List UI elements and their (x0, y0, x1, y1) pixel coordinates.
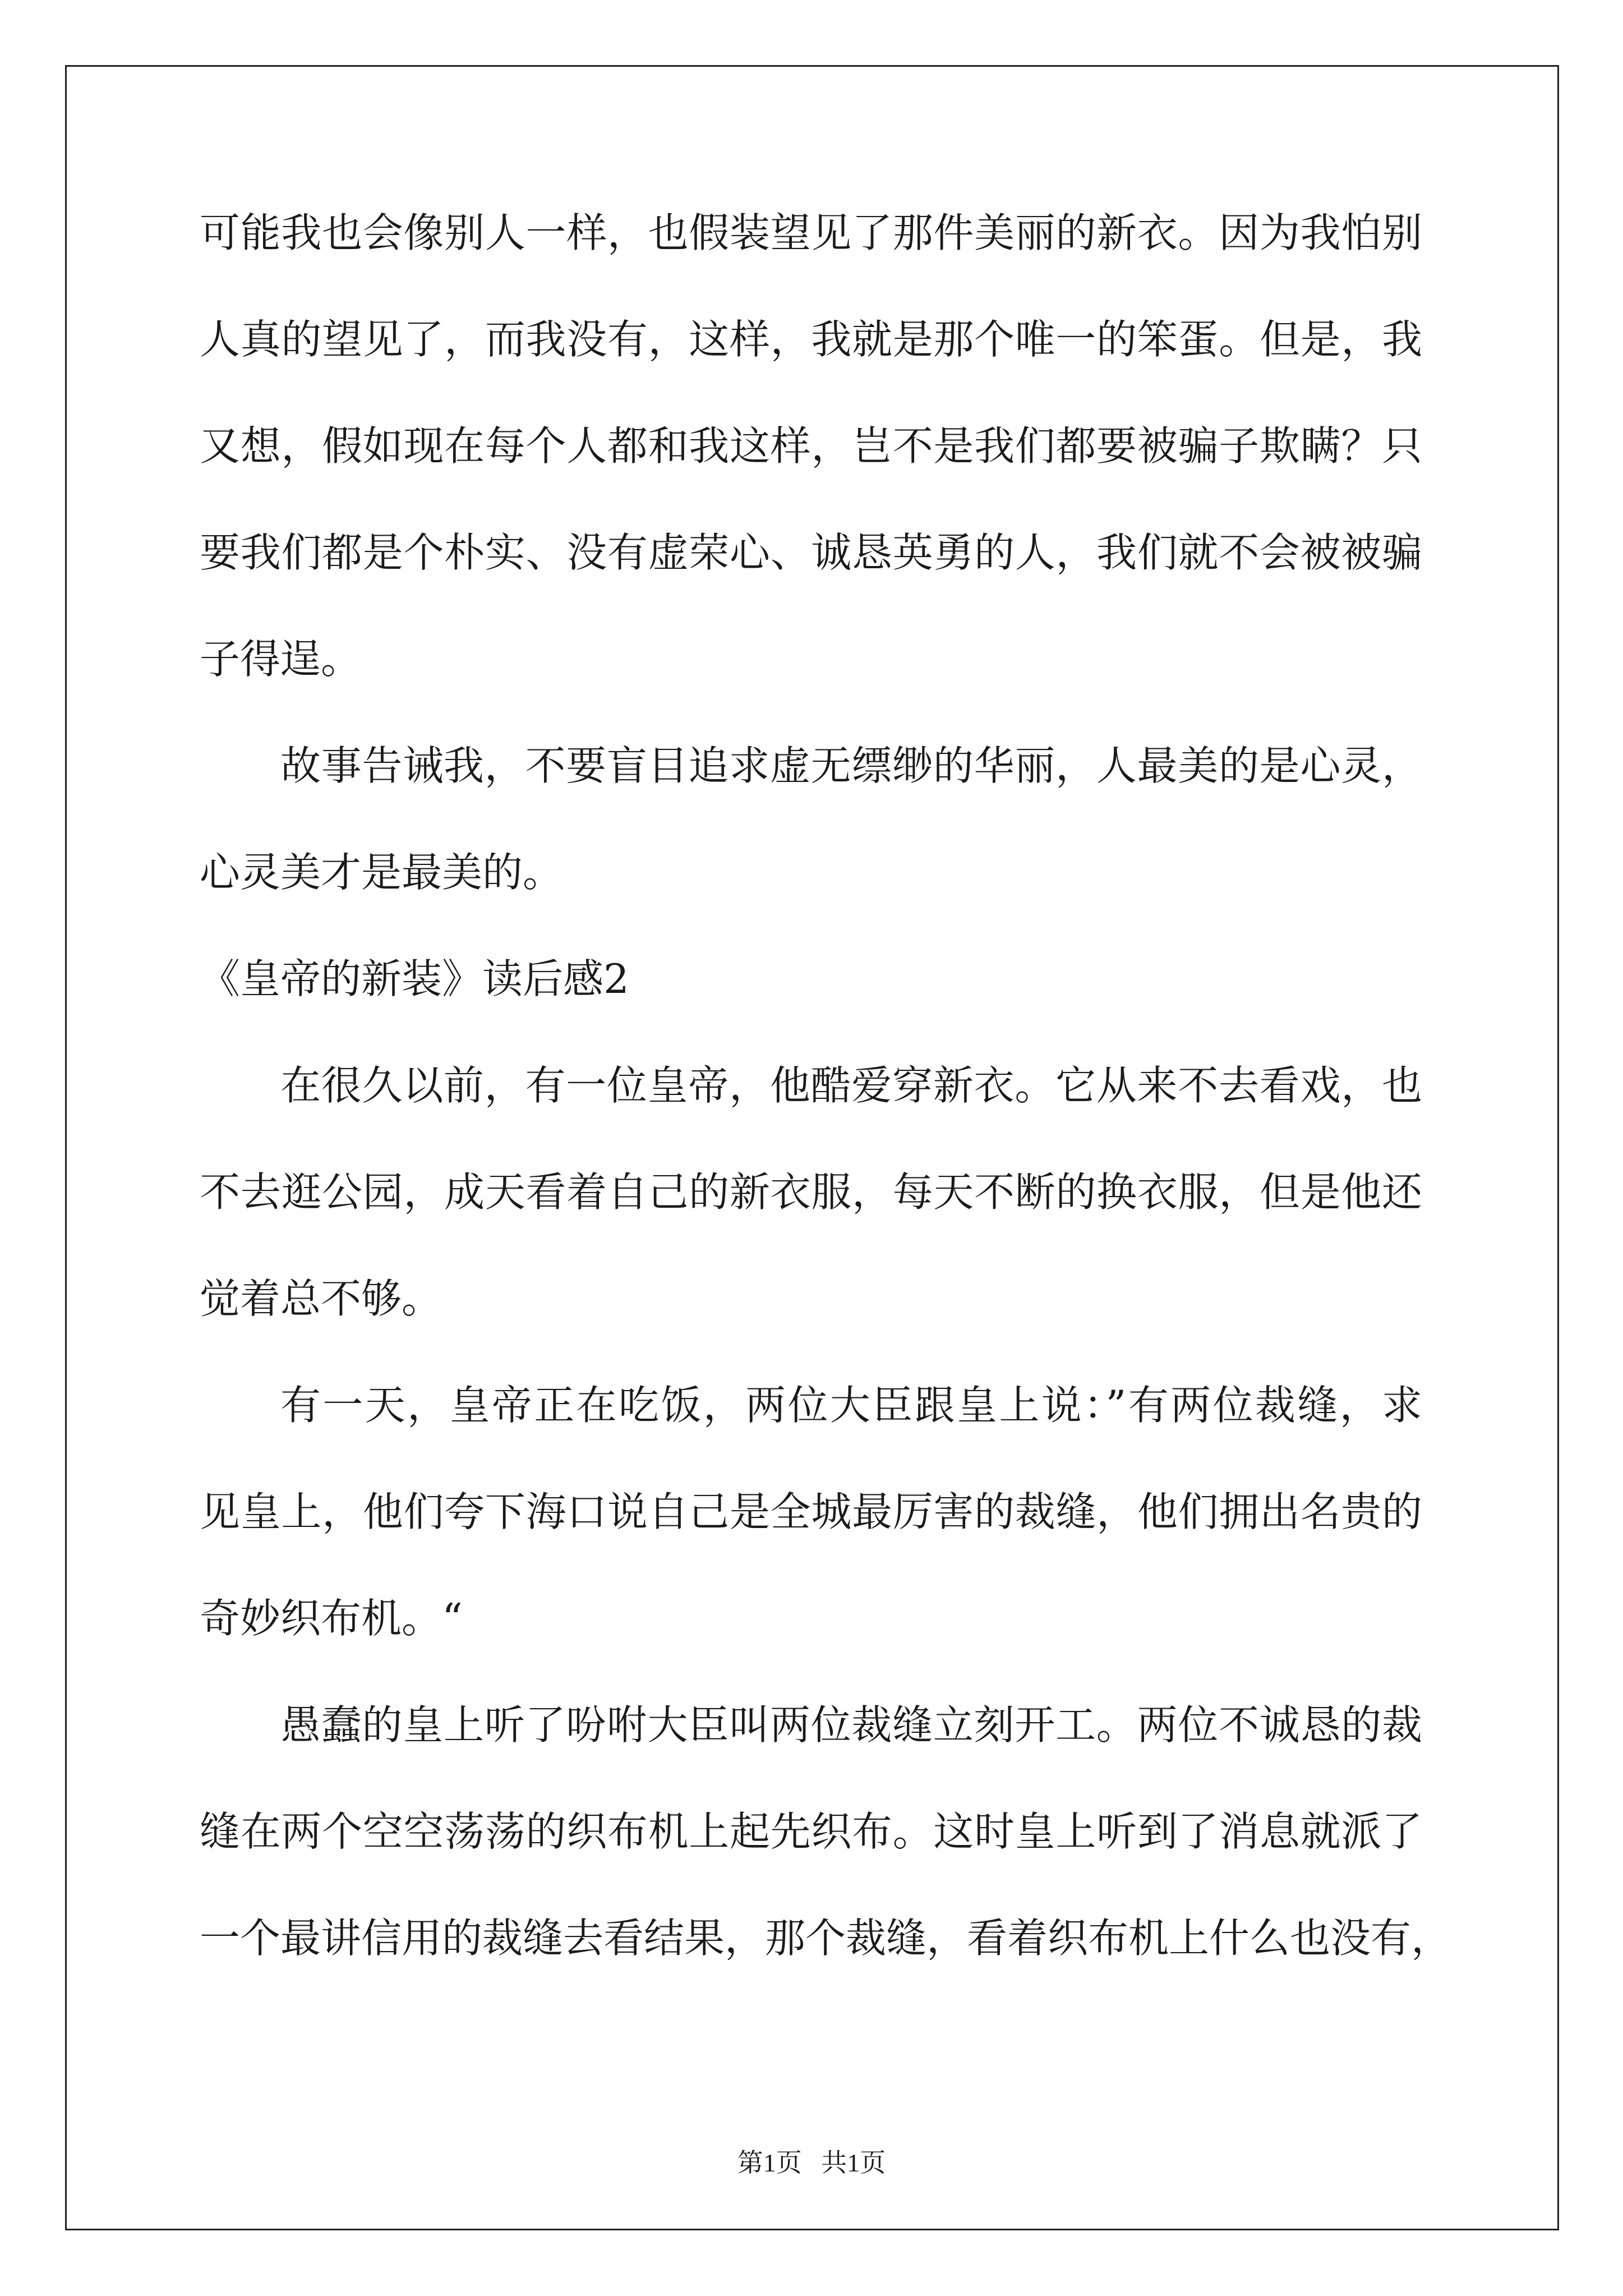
paragraph-line: 在很久以前，有一位皇帝，他酷爱穿新衣。它从来不去看戏，也 (280, 1062, 1422, 1109)
paragraph-line: 又想，假如现在每个人都和我这样，岂不是我们都要被骗子欺瞒？只 (200, 422, 1422, 470)
paragraph-line: 愚蠢的皇上听了吩咐大臣叫两位裁缝立刻开工。两位不诚恳的裁 (280, 1701, 1422, 1749)
paragraph-line: 觉着总不够。 (200, 1275, 442, 1322)
paragraph-line: 奇妙织布机。“ (200, 1595, 463, 1642)
paragraph-line: 有一天，皇帝正在吃饭，两位大臣跟皇上说：”有两位裁缝，求 (280, 1382, 1422, 1429)
paragraph-line: 不去逛公园，成天看着自己的新衣服，每天不断的换衣服，但是他还 (200, 1168, 1422, 1216)
paragraph-line: 一个最讲信用的裁缝去看结果，那个裁缝，看着织布机上什么也没有， (200, 1915, 1452, 1962)
paragraph-line: 要我们都是个朴实、没有虚荣心、诚恳英勇的人，我们就不会被被骗 (200, 529, 1422, 576)
paragraph-line: 心灵美才是最美的。 (200, 849, 564, 896)
page-number: 第1页 共1页 (737, 2148, 886, 2177)
paragraph-line: 人真的望见了，而我没有，这样，我就是那个唯一的笨蛋。但是，我 (200, 316, 1422, 363)
paragraph-line: 故事告诫我，不要盲目追求虚无缥缈的华丽，人最美的是心灵， (280, 742, 1422, 789)
document-body (200, 208, 1452, 2019)
section-heading: 《皇帝的新装》读后感2 (200, 955, 629, 1002)
paragraph-line: 子得逞。 (200, 636, 362, 683)
paragraph-line: 见皇上，他们夸下海口说自己是全城最厉害的裁缝，他们拥出名贵的 (200, 1488, 1422, 1535)
paragraph-line: 可能我也会像别人一样，也假装望见了那件美丽的新衣。因为我怕别 (200, 209, 1422, 256)
paragraph-line: 缝在两个空空荡荡的织布机上起先织布。这时皇上听到了消息就派了 (200, 1808, 1422, 1855)
